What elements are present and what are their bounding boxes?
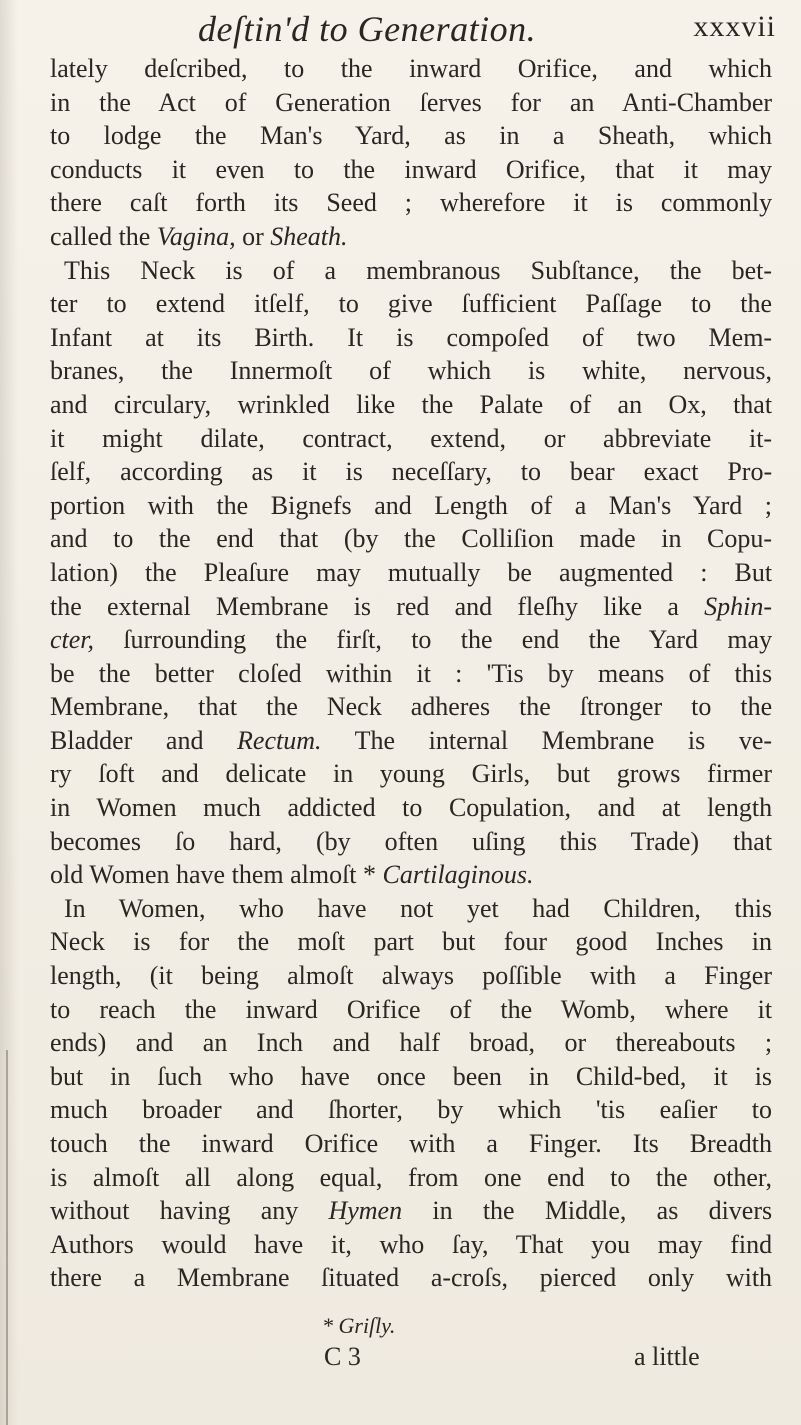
text-line: and circulary, wrinkled like the Palate of an Ox, that xyxy=(50,389,773,419)
text-line: it might dilate, contract, extend, or abbreviate it- xyxy=(50,423,773,453)
body-text xyxy=(50,52,772,1295)
text-line: there a Membrane ſituated a-croſs, pierced only with xyxy=(50,1263,773,1293)
text-line: there caſt forth its Seed ; wherefore it is commonly xyxy=(50,188,773,218)
text-line: portion with the Bignefs and Length of a Man's Yard ; xyxy=(50,490,773,520)
text-line: much broader and ſhorter, by which 'tis eaſier to xyxy=(50,1095,772,1125)
text-line: to reach the inward Orifice of the Womb, where it xyxy=(50,994,773,1024)
text-line: the external Membrane is red and fleſhy like a Sphin- xyxy=(50,591,772,621)
signature-mark: C 3 xyxy=(324,1342,361,1371)
text-line: lately deſcribed, to the inward Orifice, and which xyxy=(50,54,773,83)
text-line: old Women have them almoſt * Cartilaginous. xyxy=(50,860,534,890)
text-line: is almoſt all along equal, from one end to the other, xyxy=(50,1162,773,1192)
text-line: ter to extend itſelf, to give ſufficient Paſſage to the xyxy=(50,289,773,319)
text-line: cter, ſurrounding the firſt, to the end the Yard may xyxy=(50,625,773,655)
text-line: In Women, who have not yet had Children, this xyxy=(64,893,773,923)
text-line: called the Vagina, or Sheath. xyxy=(50,221,348,251)
text-line: Neck is for the moſt part but four good Inches in xyxy=(50,927,773,957)
text-line: Membrane, that the Neck adheres the ſtronger to the xyxy=(50,692,773,722)
catchword: a little xyxy=(634,1342,700,1371)
text-line: and to the end that (by the Colliſion made in Copu- xyxy=(50,524,773,554)
running-head xyxy=(198,8,788,52)
text-line: but in ſuch who have once been in Child-bed, it is xyxy=(50,1061,773,1091)
text-line: ends) and an Inch and half broad, or thereabouts ; xyxy=(50,1028,773,1058)
text-line: lation) the Pleaſure may mutually be augmented : But xyxy=(50,557,773,587)
page-foot xyxy=(0,1342,801,1382)
text-line: touch the inward Orifice with a Finger. Its Breadth xyxy=(50,1129,773,1158)
text-line: ry ſoft and delicate in young Girls, but grows firmer xyxy=(50,759,772,789)
text-line: ſelf, according as it is neceſſary, to bear exact Pro- xyxy=(50,457,773,487)
text-line: This Neck is of a membranous Subſtance, the bet- xyxy=(64,255,773,285)
text-line: Authors would have it, who ſay, That you may find xyxy=(50,1229,773,1259)
page-number: xxxvii xyxy=(693,10,776,43)
text-line: be the better cloſed within it : 'Tis by means of this xyxy=(50,658,773,688)
text-line: Infant at its Birth. It is compoſed of two Mem- xyxy=(50,322,773,352)
text-line: becomes ſo hard, (by often uſing this Trade) that xyxy=(50,826,773,856)
text-line: branes, the Innermoſt of which is white, nervous, xyxy=(50,356,772,386)
text-line: in the Act of Generation ſerves for an Anti-Chamber xyxy=(50,87,773,117)
text-line: in Women much addicted to Copulation, and at length xyxy=(50,793,773,823)
running-head-title: deſtin'd to Generation. xyxy=(198,9,537,49)
text-line: to lodge the Man's Yard, as in a Sheath, which xyxy=(50,121,773,151)
text-line: Bladder and Rectum. The internal Membrane is ve- xyxy=(50,725,773,755)
text-line: conducts it even to the inward Orifice, that it may xyxy=(50,154,773,184)
text-line: length, (it being almoſt always poſſible with a Finger xyxy=(50,961,772,991)
text-line: without having any Hymen in the Middle, as divers xyxy=(50,1196,773,1226)
footnote-text: * Griſly. xyxy=(322,1313,396,1338)
